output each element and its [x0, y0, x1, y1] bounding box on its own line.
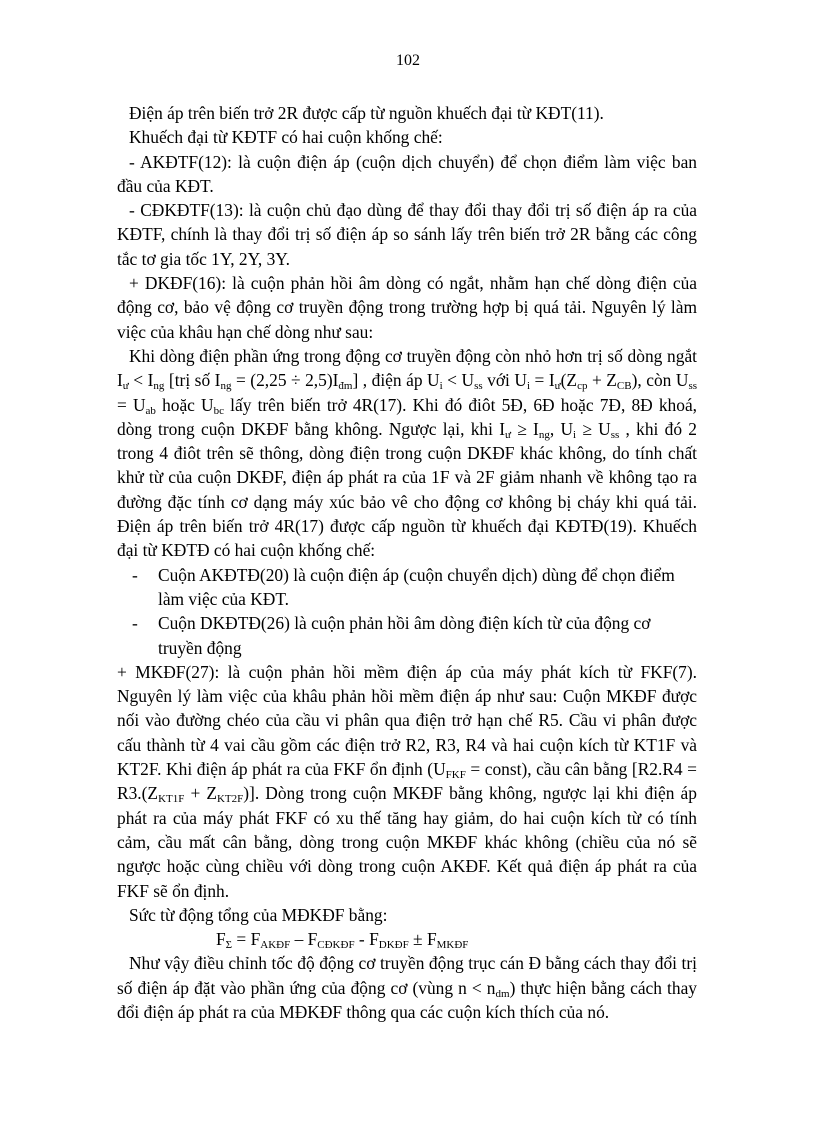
page-number: 102 [396, 52, 420, 69]
bullet-item-1 [117, 563, 697, 612]
paragraph-8: Sức từ động tổng của MĐKĐF bằng: [129, 904, 388, 925]
paragraph-1: Điện áp trên biến trở 2R được cấp từ nguồn khuếch đại từ KĐT(11). [129, 103, 604, 123]
page-body [117, 101, 697, 1024]
paragraph-2: Khuếch đại từ KĐTF có hai cuộn khống chế: [129, 127, 443, 148]
paragraph-4: - CĐKĐTF(13): là cuộn chủ đạo dùng để thay đổi thay đổi trị số điện áp ra của KĐTF, chính là thay đổi trị số điện áp so sánh lấy trên biến trở 2R bằng các công tắc tơ gia tốc 1Y, 2Y, 3Y. [117, 200, 697, 269]
paragraph-6: Khi dòng điện phần ứng trong động cơ truyền động còn nhỏ hơn trị số dòng ngắt $I_ư < I_{ng}$ [trị số $I_{ng} = (2,25 \div 2,5)I_{đm}$] , điện áp $U_i < U_{ss}$ với $U_i = I_ư(Z_{cp} + Z_{CB})$, còn $U_{ss} = U_{ab}$ hoặc $U_{bc}$ lấy trên biến trở 4R(17). Khi đó điôt 5Đ, 6Đ hoặc 7Đ, 8Đ khoá, dòng trong cuộn DKĐF bằng không. Ngược lại, khi $I_ư \ge I_{ng}$, $U_i \ge U_{ss}$ , khi đó 2 trong 4 điôt trên sẽ thông, dòng điện trong cuộn DKĐF khác không, do tính chất khử từ của cuộn DKĐF, điện áp phát ra của 1F và 2F giảm nhanh về không tạo ra đường đặc tính cơ dạng máy xúc bảo vê cho động cơ không bị cháy khi quá tải. Điện áp trên biến trở 4R(17) được cấp nguồn từ khuếch đại KĐTĐ(19). Khuếch đại từ KĐTĐ có hai cuộn khống chế: [117, 345, 698, 561]
paragraph-3: - AKĐTF(12): là cuộn điện áp (cuộn dịch chuyển) để chọn điểm làm việc ban đầu của KĐT. [117, 151, 697, 196]
paragraph-7: + MKĐF(27): là cuộn phản hồi mềm điện áp của máy phát kích từ FKF(7). Nguyên lý làm việc của khâu phản hồi mềm điện áp như sau: Cuộn MKĐF được nối vào đường chéo của cầu vi phân qua điện trở hạn chế R5. Cầu vi phân được cấu thành từ 4 vai cầu gồm các điện trở R2, R3, R4 và hai cuộn kích từ KT1F và KT2F. Khi điện áp phát ra của FKF ổn định ($U_{FKF}$ = const), cầu cân bằng $[R2.R4 = R3.(Z_{KT1F} + Z_{KT2F})]$. Dòng trong cuộn MKĐF bằng không, ngược lại khi điện áp phát ra của máy phát FKF có xu thế tăng hay giảm, do hai cuộn kích từ có tính cảm, cầu mất cân bằng, dòng trong cuộn MKĐF khác không (chiều của nó sẽ ngược hoặc cùng chiều với dòng trong cuộn AKĐF. Kết quả điện áp phát ra của FKF sẽ ổn định. [117, 661, 697, 901]
bullet-text: Cuộn AKĐTĐ(20) là cuộn điện áp (cuộn chuyển dịch) dùng để chọn điểm làm việc của KĐT. [158, 564, 675, 609]
bullet-text: Cuộn DKĐTĐ(26) là cuộn phản hồi âm dòng điện kích từ của động cơ truyền động [158, 613, 651, 658]
bullet-item-2 [117, 611, 697, 660]
paragraph-5: + DKĐF(16): là cuộn phản hồi âm dòng có ngắt, nhằm hạn chế dòng điện của động cơ, bảo vệ động cơ truyền động trong trường hợp bị quá tải. Nguyên lý làm việc của khâu hạn chế dòng như sau: [117, 273, 697, 342]
formula: $F_\Sigma = F_{AKĐF} - F_{CĐKĐF} - F_{DKĐF} \pm F_{MKĐF}$ [216, 929, 469, 952]
bullet-dash: - [132, 564, 138, 585]
bullet-dash: - [132, 613, 138, 634]
paragraph-9: Như vậy điều chỉnh tốc độ động cơ truyền động trục cán Đ bằng cách thay đổi trị số điện áp đặt vào phần ứng của động cơ (vùng $n < n_{dm}$) thực hiện bằng cách thay đổi điện áp phát ra của MĐKĐF thông qua các cuộn kích thích của nó. [117, 953, 697, 1022]
